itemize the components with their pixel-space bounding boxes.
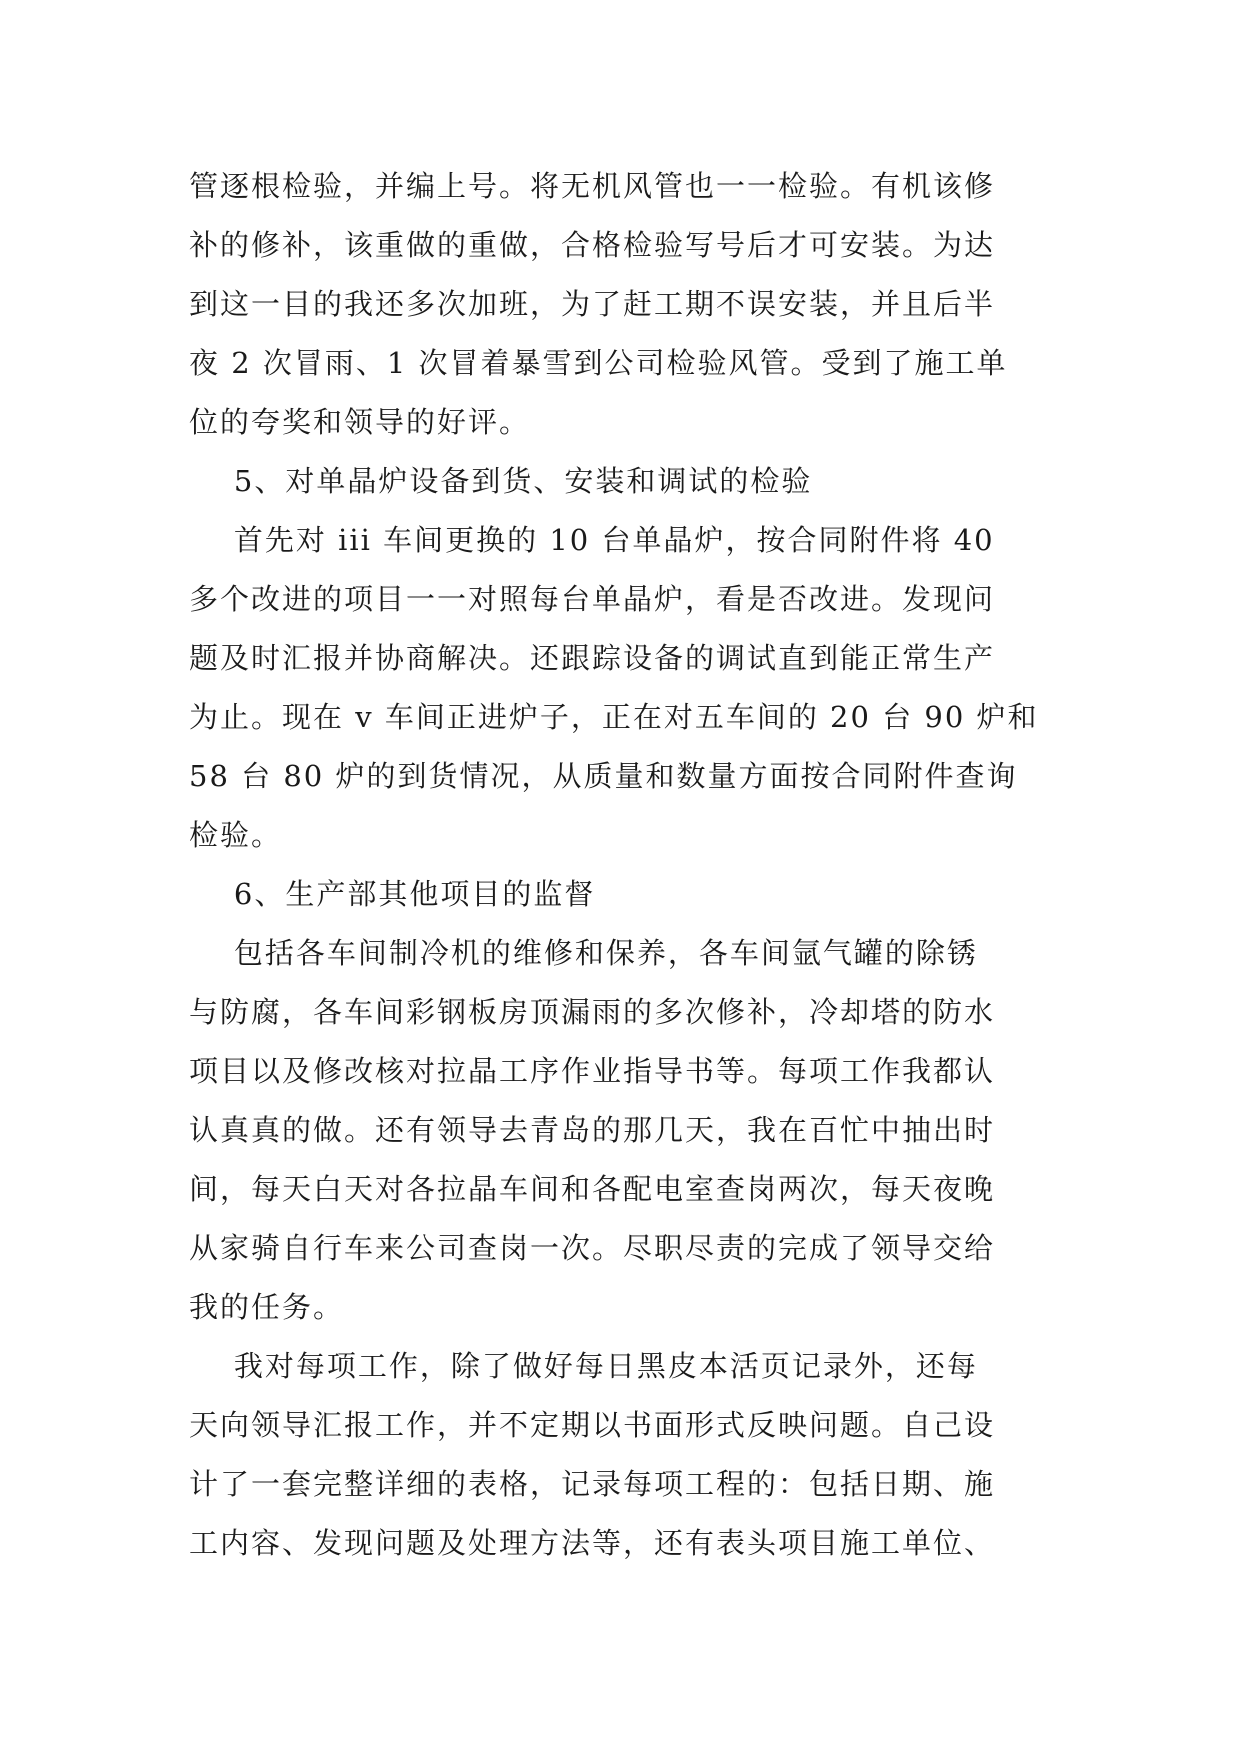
section-heading: 5、对单晶炉设备到货、安装和调试的检验 xyxy=(189,464,813,498)
text-line: 计了一套完整详细的表格，记录每项工程的：包括日期、施 xyxy=(189,1467,996,1501)
text-line: 与防腐，各车间彩钢板房顶漏雨的多次修补，冷却塔的防水 xyxy=(189,995,996,1029)
text-line: 补的修补，该重做的重做，合格检验写号后才可安装。为达 xyxy=(189,228,996,262)
text-line: 58 台 80 炉的到货情况，从质量和数量方面按合同附件查询 xyxy=(189,759,1018,793)
text-line: 检验。 xyxy=(189,818,283,852)
text-line: 为止。现在 v 车间正进炉子，正在对五车间的 20 台 90 炉和 xyxy=(189,700,1039,734)
body-text xyxy=(189,157,1069,1573)
text-line: 工内容、发现问题及处理方法等，还有表头项目施工单位、 xyxy=(189,1526,996,1560)
text-line: 天向领导汇报工作，并不定期以书面形式反映问题。自己设 xyxy=(189,1408,996,1442)
text-line: 间，每天白天对各拉晶车间和各配电室查岗两次，每天夜晚 xyxy=(189,1172,996,1206)
text-line: 我对每项工作，除了做好每日黑皮本活页记录外，还每 xyxy=(189,1349,978,1383)
text-line: 包括各车间制冷机的维修和保养，各车间氩气罐的除锈 xyxy=(189,936,978,970)
text-line: 到这一目的我还多次加班，为了赶工期不误安装，并且后半 xyxy=(189,287,996,321)
text-line: 多个改进的项目一一对照每台单晶炉，看是否改进。发现问 xyxy=(189,582,996,616)
text-line: 题及时汇报并协商解决。还跟踪设备的调试直到能正常生产 xyxy=(189,641,996,675)
text-line: 夜 2 次冒雨、1 次冒着暴雪到公司检验风管。受到了施工单 xyxy=(189,346,1008,380)
text-line: 认真真的做。还有领导去青岛的那几天，我在百忙中抽出时 xyxy=(189,1113,996,1147)
text-line: 从家骑自行车来公司查岗一次。尽职尽责的完成了领导交给 xyxy=(189,1231,996,1265)
text-line: 项目以及修改核对拉晶工序作业指导书等。每项工作我都认 xyxy=(189,1054,996,1088)
text-line: 我的任务。 xyxy=(189,1290,345,1324)
text-line: 位的夸奖和领导的好评。 xyxy=(189,405,531,439)
section-heading: 6、生产部其他项目的监督 xyxy=(189,877,596,911)
text-line: 首先对 iii 车间更换的 10 台单晶炉，按合同附件将 40 xyxy=(189,523,995,557)
text-line: 管逐根检验，并编上号。将无机风管也一一检验。有机该修 xyxy=(189,169,996,203)
